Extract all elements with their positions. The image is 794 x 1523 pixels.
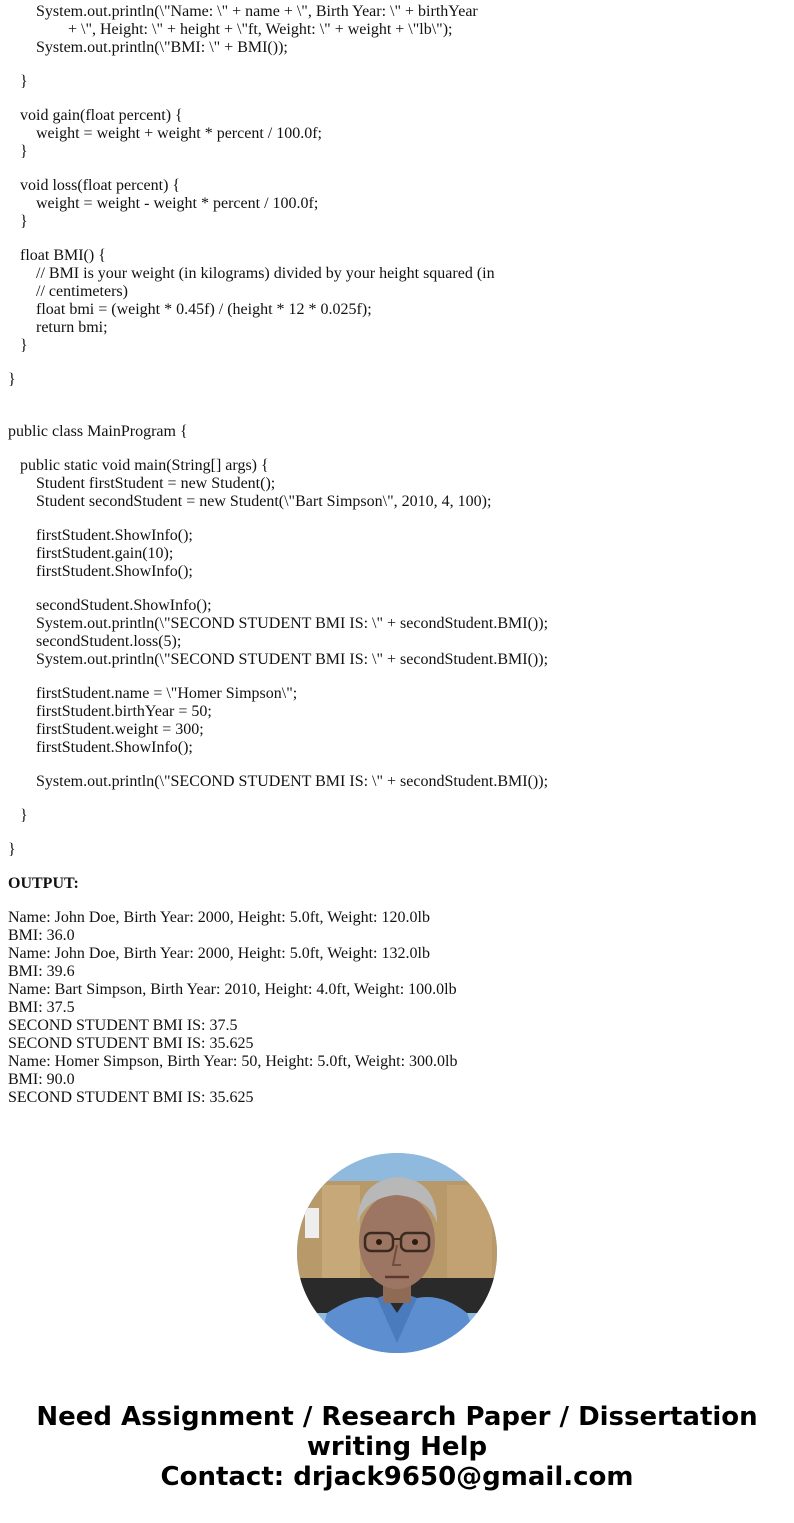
- code-line: }: [20, 213, 28, 230]
- code-line: void loss(float percent) {: [20, 177, 181, 194]
- person-photo-icon: [297, 1153, 497, 1353]
- code-line: }: [20, 73, 28, 90]
- code-line: public class MainProgram {: [8, 423, 188, 440]
- output-line: BMI: 36.0: [8, 927, 75, 944]
- output-line: BMI: 90.0: [8, 1071, 75, 1088]
- code-line: System.out.println(\"Name: \" + name + \", Birth Year: \" + birthYear: [36, 3, 478, 20]
- code-line: firstStudent.ShowInfo();: [36, 527, 193, 544]
- banner-line-2: writing Help: [306, 1432, 488, 1462]
- output-line: Name: Homer Simpson, Birth Year: 50, Height: 5.0ft, Weight: 300.0lb: [8, 1053, 458, 1070]
- code-line: secondStudent.ShowInfo();: [36, 597, 212, 614]
- author-avatar: [297, 1153, 497, 1353]
- code-line: System.out.println(\"SECOND STUDENT BMI IS: \" + secondStudent.BMI());: [36, 651, 549, 668]
- code-line: }: [20, 807, 28, 824]
- code-line: weight = weight - weight * percent / 100.0f;: [36, 195, 319, 212]
- output-line: BMI: 37.5: [8, 999, 75, 1016]
- output-line: Name: John Doe, Birth Year: 2000, Height: 5.0ft, Weight: 120.0lb: [8, 909, 430, 926]
- code-line: System.out.println(\"BMI: \" + BMI());: [36, 39, 288, 56]
- code-line: float BMI() {: [20, 247, 106, 264]
- banner-contact-email[interactable]: Contact: drjack9650@gmail.com: [160, 1462, 634, 1492]
- code-line: Student secondStudent = new Student(\"Bart Simpson\", 2010, 4, 100);: [36, 493, 492, 510]
- contact-banner: [0, 1402, 794, 1492]
- output-line: BMI: 39.6: [8, 963, 75, 980]
- code-line: }: [20, 143, 28, 160]
- code-line: firstStudent.name = \"Homer Simpson\";: [36, 685, 298, 702]
- output-line: Name: John Doe, Birth Year: 2000, Height: 5.0ft, Weight: 132.0lb: [8, 945, 430, 962]
- code-line: return bmi;: [36, 319, 108, 336]
- code-line: firstStudent.gain(10);: [36, 545, 174, 562]
- code-line: weight = weight + weight * percent / 100.0f;: [36, 125, 322, 142]
- code-line: // centimeters): [36, 283, 128, 300]
- code-line: firstStudent.ShowInfo();: [36, 563, 193, 580]
- output-heading: OUTPUT:: [8, 875, 79, 892]
- code-line: }: [8, 841, 16, 858]
- code-line: System.out.println(\"SECOND STUDENT BMI IS: \" + secondStudent.BMI());: [36, 615, 549, 632]
- code-line: firstStudent.birthYear = 50;: [36, 703, 212, 720]
- code-line: + \", Height: \" + height + \"ft, Weight: \" + weight + \"lb\");: [68, 21, 453, 38]
- code-line: // BMI is your weight (in kilograms) divided by your height squared (in: [36, 265, 495, 282]
- code-line: }: [8, 371, 16, 388]
- code-line: }: [20, 337, 28, 354]
- code-line: firstStudent.ShowInfo();: [36, 739, 193, 756]
- output-line: Name: Bart Simpson, Birth Year: 2010, Height: 4.0ft, Weight: 100.0lb: [8, 981, 457, 998]
- code-line: Student firstStudent = new Student();: [36, 475, 276, 492]
- output-line: SECOND STUDENT BMI IS: 35.625: [8, 1089, 254, 1106]
- code-line: void gain(float percent) {: [20, 107, 183, 124]
- output-line: SECOND STUDENT BMI IS: 35.625: [8, 1035, 254, 1052]
- code-line: System.out.println(\"SECOND STUDENT BMI IS: \" + secondStudent.BMI());: [36, 773, 549, 790]
- code-line: float bmi = (weight * 0.45f) / (height * 12 * 0.025f);: [36, 301, 372, 318]
- code-line: firstStudent.weight = 300;: [36, 721, 204, 738]
- banner-line-1: Need Assignment / Research Paper / Dissertation: [36, 1402, 758, 1432]
- code-line: public static void main(String[] args) {: [20, 457, 269, 474]
- output-line: SECOND STUDENT BMI IS: 37.5: [8, 1017, 238, 1034]
- code-line: secondStudent.loss(5);: [36, 633, 182, 650]
